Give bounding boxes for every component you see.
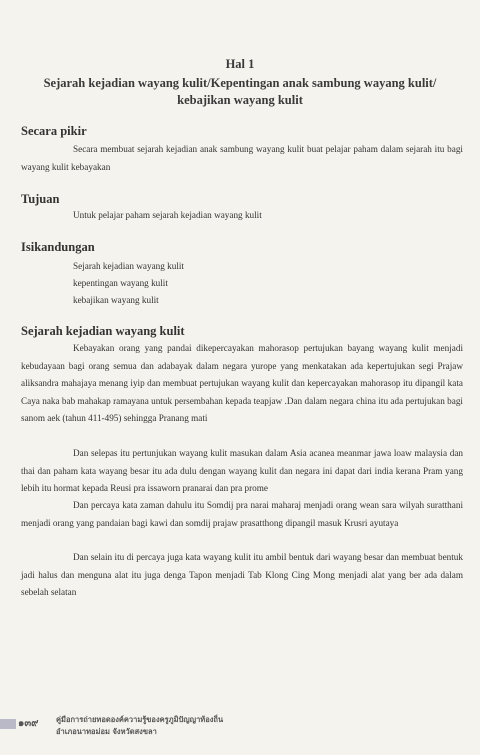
heading-secara-pikir: Secara pikir bbox=[21, 124, 87, 138]
footer-accent-bar bbox=[0, 719, 16, 729]
footer-line-1: คู่มือการถ่ายทอดองค์ความรู้ของครูภูมิปัญญาท้องถิ่น bbox=[56, 715, 224, 724]
paragraph: Kebayakan orang yang pandai dikepercayakan mahorasop pertujukan bayang wayang kulit menjadi kebudayaan bagi orang semua dan adabayak dalam negara yurope yang menkatakan ada kepertujukan segi Prajaw aliksandra mahajaya menang iyip dan membuat pertujukan wayang kulit dan kepercayakan mahorasop itu dipangil kata Caya naka bab mahakap ramayana untuk persembahan kepada teapjaw .Dan dalam negara china itu ada pertujukan bagi sanom aek (tahun 411-495) sehingga Pranang mati bbox=[21, 343, 463, 423]
heading-sejarah: Sejarah kejadian wayang kulit bbox=[21, 324, 185, 338]
paragraph: Dan percaya kata zaman dahulu itu Somdij pra narai maharaj menjadi orang wean sara wilyah suratthani menjadi orang yang pandaian bagi kawi dan somdij prajaw prasatthong dipangil masuk Krusri ayutaya bbox=[21, 500, 463, 528]
secara-pikir-text: Secara membuat sejarah kejadian anak sambung wayang kulit buat pelajar paham dalam sejarah itu bagi wayang kulit kebayakan bbox=[21, 144, 463, 172]
heading-isikandungan: Isikandungan bbox=[21, 240, 95, 254]
page-number: ๑๓๙ bbox=[18, 718, 39, 729]
page-title: Sejarah kejadian wayang kulit/Kepentingan anak sambung wayang kulit/ kebajikan wayang kulit bbox=[43, 76, 437, 107]
page-footer bbox=[0, 710, 480, 755]
tujuan-text: Untuk pelajar paham sejarah kejadian wayang kulit bbox=[73, 210, 262, 220]
heading-tujuan: Tujuan bbox=[21, 192, 60, 206]
list-item: Sejarah kejadian wayang kulit bbox=[73, 261, 184, 271]
list-item: kepentingan wayang kulit bbox=[73, 278, 168, 288]
list-item: kebajikan wayang kulit bbox=[73, 295, 159, 305]
footer-line-2: อำเภอนาทอม่อม จังหวัดสงขลา bbox=[56, 727, 157, 736]
paragraph: Dan selepas itu pertunjukan wayang kulit masukan dalam Asia acanea meanmar jawa loaw malaysia dan thai dan paham kata wayang besar itu ada dulu dengan wayang kulit dan negara ini dapat dari india kerana Pram yang lebih itu hormat kepada Reusi pra issaworn pranarai dan pra prome bbox=[21, 448, 463, 493]
chapter-label: Hal 1 bbox=[225, 57, 255, 71]
paragraph: Dan selain itu di percaya juga kata wayang kulit itu ambil bentuk dari wayang besar dan membuat bentuk jadi halus dan menguna alat itu juga denga Tapon menjadi Tab Klong Cing Mong menjadi alat yang ber ada dalam sebelah selatan bbox=[21, 552, 463, 597]
